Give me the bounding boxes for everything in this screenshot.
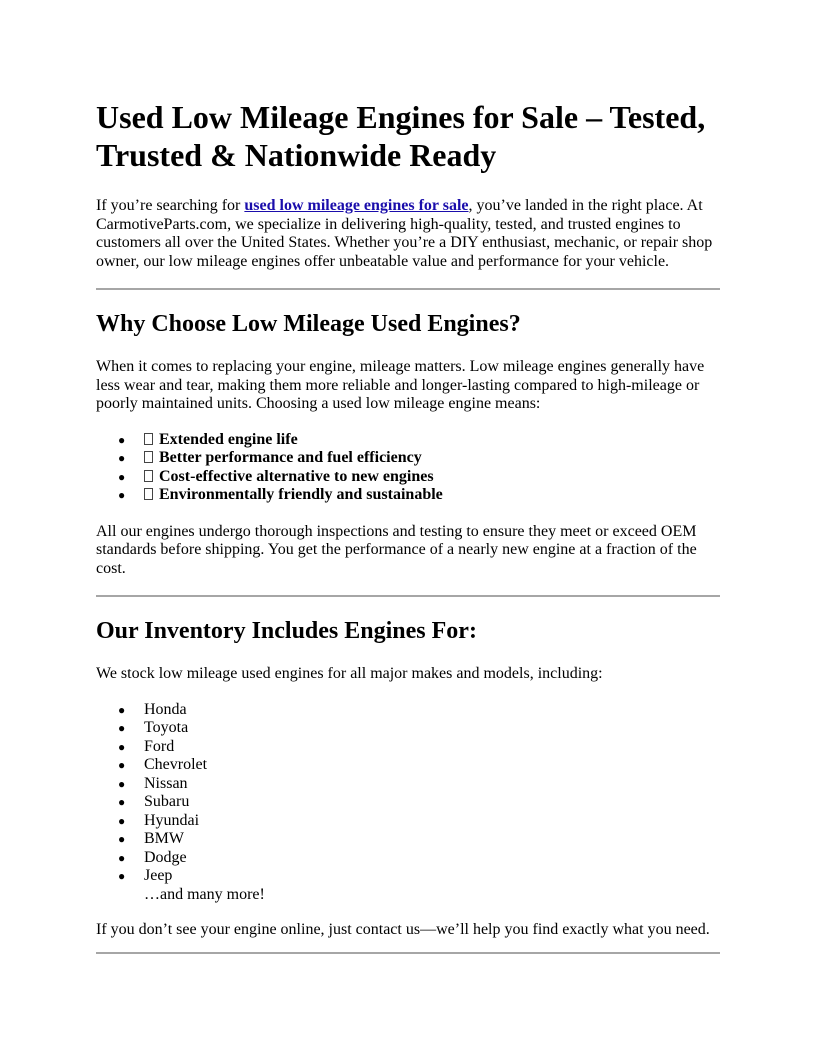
list-item (96, 793, 720, 812)
intro-text-start: If you’re searching for (96, 197, 245, 214)
bullet-icon: ● (118, 469, 126, 484)
section-divider (96, 952, 720, 954)
list-item (96, 486, 720, 505)
list-item (96, 775, 720, 794)
make-name: Honda (144, 700, 187, 718)
intro-paragraph (96, 197, 720, 271)
list-item (96, 812, 720, 831)
list-item (96, 468, 720, 487)
inventory-heading: Our Inventory Includes Engines For: (96, 618, 477, 644)
list-item (96, 830, 720, 849)
checkbox-glyph-icon (144, 488, 153, 500)
make-name: Chevrolet (144, 756, 208, 773)
makes-list (96, 701, 720, 886)
list-item (96, 849, 720, 868)
bullet-icon: ● (118, 721, 126, 735)
list-item (96, 449, 720, 468)
benefit-text: Cost-effective alternative to new engines (159, 467, 434, 485)
bullet-icon: ● (118, 739, 126, 754)
inventory-paragraph: We stock low mileage used engines for all major makes and models, including: (96, 665, 603, 682)
checkbox-glyph-icon (144, 433, 153, 445)
make-name: Ford (144, 737, 175, 755)
make-name: Subaru (144, 793, 190, 810)
list-item (96, 431, 720, 450)
benefit-text: Environmentally friendly and sustainable (159, 486, 443, 503)
section-divider (96, 288, 720, 290)
bullet-icon: ● (118, 795, 126, 809)
bullet-icon: ● (118, 451, 126, 465)
make-name: Dodge (144, 848, 187, 866)
page-title: Used Low Mileage Engines for Sale – Tested, Trusted & Nationwide Ready (96, 99, 706, 173)
checkbox-glyph-icon (144, 451, 153, 463)
bullet-icon: ● (118, 432, 126, 447)
why-choose-paragraph: When it comes to replacing your engine, mileage matters. Low mileage engines generally have less wear and tear, making them more reliable and longer-lasting compared to high-mileage or poorly maintained units. Choosing a used low mileage engine means: (96, 358, 705, 412)
make-name: Jeep (144, 867, 173, 884)
make-name: Toyota (144, 719, 189, 736)
list-item (96, 701, 720, 720)
benefit-text: Extended engine life (159, 430, 298, 448)
and-more-text: …and many more! (144, 885, 265, 903)
bullet-icon: ● (118, 758, 126, 772)
list-item (96, 719, 720, 738)
list-item (96, 756, 720, 775)
bullet-icon: ● (118, 813, 126, 828)
make-name: Hyundai (144, 811, 200, 829)
checkbox-glyph-icon (144, 470, 153, 482)
contact-paragraph: If you don’t see your engine online, just contact us—we’ll help you find exactly what you need. (96, 921, 710, 938)
intro-text-end: , you’ve landed in the right place. At CarmotiveParts.com, we specialize in delivering high-quality, tested, and trusted engines to customers all over the United States. Whether you’re a DIY enthusiast, mechanic, or repair shop owner, our low mileage engines offer unbeatable value and performance for your vehicle. (96, 197, 713, 270)
inspection-paragraph: All our engines undergo thorough inspections and testing to ensure they meet or exceed OEM standards before shipping. You get the performance of a nearly new engine at a fraction of the cost. (96, 522, 697, 577)
list-item (96, 738, 720, 757)
make-name: Nissan (144, 774, 188, 792)
make-name: BMW (144, 830, 184, 847)
bullet-icon: ● (118, 850, 126, 865)
benefits-list (96, 431, 720, 505)
bullet-icon: ● (118, 832, 126, 846)
benefit-text: Better performance and fuel efficiency (159, 449, 422, 466)
bullet-icon: ● (118, 702, 126, 717)
why-choose-heading: Why Choose Low Mileage Used Engines? (96, 311, 521, 337)
bullet-icon: ● (118, 776, 126, 791)
list-item (96, 867, 720, 886)
bullet-icon: ● (118, 869, 126, 883)
used-engines-link[interactable]: used low mileage engines for sale (244, 197, 469, 214)
section-divider (96, 595, 720, 597)
bullet-icon: ● (118, 488, 126, 502)
